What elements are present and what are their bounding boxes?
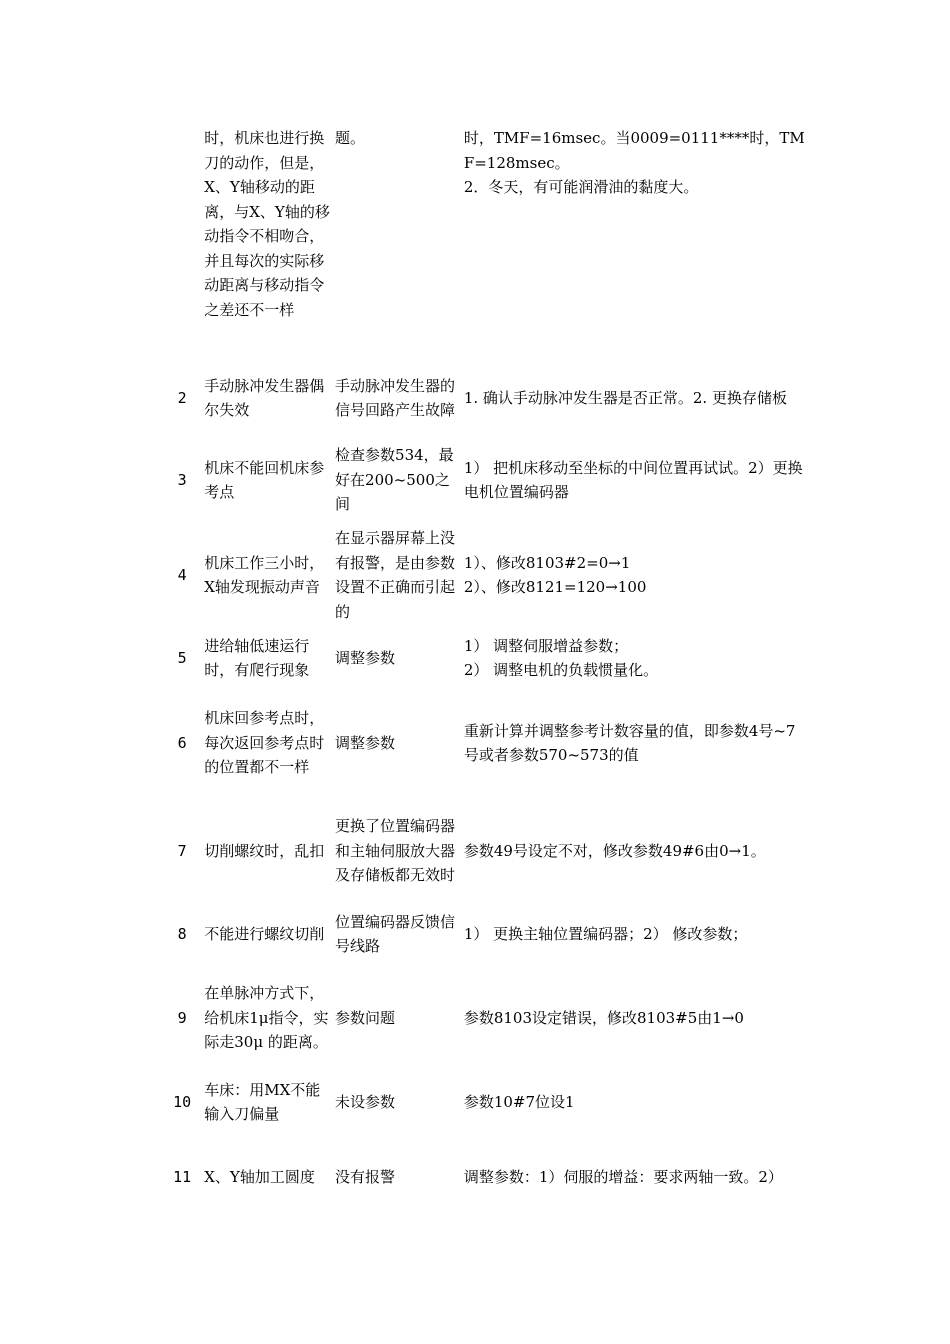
fix-line: 时，TMF=16msec。当0009=0111****时，TMF=128msec。: [463, 129, 805, 172]
cause-cell: 调整参数: [335, 733, 396, 752]
fix-line: 重新计算并调整参考计数容量的值，即参数4号~7号或者参数570~573的值: [463, 721, 796, 764]
table-row: [160, 904, 810, 964]
cause-cell: 在显示器屏幕上没有报警，是由参数设置不正确而引起的: [335, 529, 456, 621]
fix-cell: [460, 1072, 810, 1132]
table-row: [160, 522, 810, 628]
table-row: [160, 964, 810, 1072]
symptom-cell: 机床回参考点时，每次返回参考点时的位置都不一样: [204, 709, 325, 777]
row-number: 10: [173, 1092, 192, 1111]
row-number: 4: [177, 565, 187, 584]
symptom-cell: 机床工作三小时，X轴发现振动声音: [204, 553, 325, 596]
symptom-cell: 车床：用MX不能输入刀偏量: [204, 1080, 321, 1123]
row-number: 2: [177, 388, 187, 407]
row-number: 7: [177, 841, 187, 860]
fix-cell: [460, 1132, 810, 1222]
symptom-cell: 手动脉冲发生器偶尔失效: [204, 376, 325, 419]
fix-cell: [460, 126, 810, 358]
table-row: [160, 126, 810, 358]
table-row: [160, 1132, 810, 1222]
fix-line: 2）、修改8121=120→100: [463, 578, 647, 596]
symptom-cell: X、Y轴加工圆度: [204, 1167, 315, 1186]
symptom-cell: 切削螺纹时，乱扣: [204, 841, 325, 860]
row-number: 3: [177, 470, 187, 489]
cause-cell: 手动脉冲发生器的信号回路产生故障: [335, 376, 456, 419]
fix-cell: [460, 522, 810, 628]
fix-line: 1. 确认手动脉冲发生器是否正常。2. 更换存储板: [463, 388, 787, 407]
cause-cell: 位置编码器反馈信号线路: [335, 912, 456, 955]
fix-line: 参数49号设定不对，修改参数49#6由0→1。: [463, 841, 766, 860]
cause-cell: 参数问题: [335, 1008, 396, 1027]
symptom-cell: 时，机床也进行换刀的动作，但是，X、Y轴移动的距离，与X、Y轴的移动指令不相吻合，并且每次的实际移动距离与移动指令之差还不一样: [204, 129, 330, 319]
row-number: [160, 126, 200, 358]
fix-line: 1） 调整伺服增益参数；: [463, 636, 629, 655]
symptom-cell: 机床不能回机床参考点: [204, 458, 325, 501]
table-row: [160, 1072, 810, 1132]
symptom-cell: 进给轴低速运行时，有爬行现象: [204, 636, 310, 679]
row-number: 11: [173, 1167, 192, 1186]
fix-line: 1） 更换主轴位置编码器；2） 修改参数；: [463, 924, 748, 943]
cause-cell: 更换了位置编码器和主轴伺服放大器及存储板都无效时: [335, 817, 456, 885]
fix-cell: [460, 964, 810, 1072]
cause-cell: 题。: [335, 129, 366, 147]
fix-line: 1）、修改8103#2=0→1: [463, 553, 631, 572]
table-row: [160, 438, 810, 522]
cause-cell: 没有报警: [335, 1167, 396, 1186]
fix-cell: [460, 798, 810, 904]
table-row: [160, 358, 810, 438]
row-number: 9: [177, 1008, 187, 1027]
fault-table: [160, 126, 810, 1222]
fix-line: 参数10#7位设1: [463, 1092, 575, 1111]
fix-line: 2．冬天，有可能润滑油的黏度大。: [463, 178, 699, 196]
fix-line: 1） 把机床移动至坐标的中间位置再试试。2）更换电机位置编码器: [463, 458, 803, 501]
cause-cell: 未设参数: [335, 1092, 396, 1111]
symptom-cell: 在单脉冲方式下，给机床1μ指令，实际走30μ 的距离。: [204, 984, 329, 1052]
fix-cell: [460, 358, 810, 438]
row-number: 8: [177, 924, 187, 943]
fix-line: 2） 调整电机的负载惯量化。: [463, 661, 659, 679]
fix-cell: [460, 688, 810, 798]
fix-cell: [460, 904, 810, 964]
table-row: [160, 798, 810, 904]
fix-cell: [460, 628, 810, 688]
table-row: [160, 688, 810, 798]
cause-cell: 检查参数534，最好在200~500之间: [335, 446, 454, 514]
symptom-cell: 不能进行螺纹切削: [204, 924, 325, 943]
table-row: [160, 628, 810, 688]
fix-line: 调整参数：1）伺服的增益：要求两轴一致。2）: [463, 1167, 783, 1186]
row-number: 5: [177, 648, 187, 667]
row-number: 6: [177, 733, 187, 752]
fix-cell: [460, 438, 810, 522]
fix-line: 参数8103设定错误，修改8103#5由1→0: [463, 1008, 744, 1027]
cause-cell: 调整参数: [335, 648, 396, 667]
